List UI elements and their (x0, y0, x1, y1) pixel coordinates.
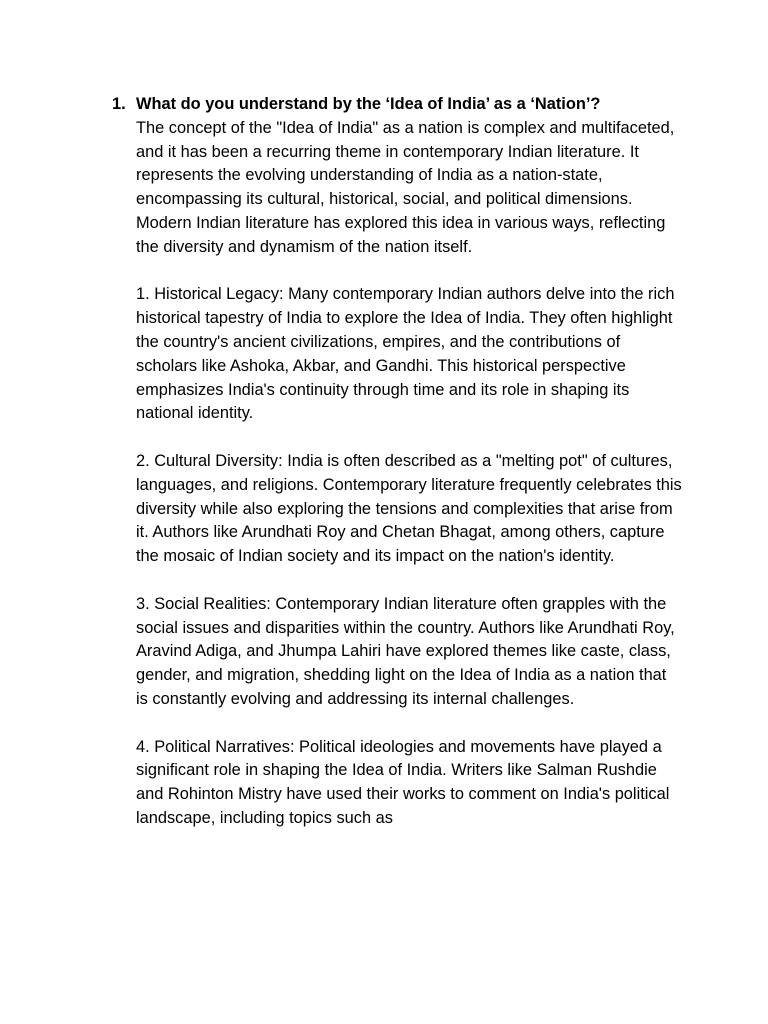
point-cultural-diversity: 2. Cultural Diversity: India is often described as a "melting pot" of cultures, languages, and religions. Contemporary literature frequently celebrates this diversity while also exploring the tensions and complexities that arise from it. Authors like Arundhati Roy and Chetan Bhagat, among others, capture the mosaic of Indian society and its impact on the nation's identity. (136, 451, 682, 566)
point-political-narratives: 4. Political Narratives: Political ideologies and movements have played a significant role in shaping the Idea of India. Writers like Salman Rushdie and Rohinton Mistry have used their works to comment on India's political landscape, including topics such as (136, 737, 670, 827)
paragraph-gap (136, 426, 682, 450)
question-number: 1. (112, 95, 126, 113)
paragraph-gap (136, 569, 682, 593)
question-heading (112, 93, 712, 117)
point-historical-legacy: 1. Historical Legacy: Many contemporary Indian authors delve into the rich historical tapestry of India to explore the Idea of India. They often highlight the country's ancient civilizations, empires, and the contributions of scholars like Ashoka, Akbar, and Gandhi. This historical perspective emphasizes India's continuity through time and its role in shaping its national identity. (136, 285, 675, 423)
answer-body (136, 117, 682, 831)
point-social-realities: 3. Social Realities: Contemporary Indian literature often grapples with the social issues and disparities within the country. Authors like Arundhati Roy, Aravind Adiga, and Jhumpa Lahiri have explored themes like caste, class, gender, and migration, shedding light on the Idea of India as a nation that is constantly evolving and addressing its internal challenges. (136, 594, 675, 708)
question-title: What do you understand by the ‘Idea of India’ as a ‘Nation’? (136, 95, 601, 113)
intro-paragraph: The concept of the "Idea of India" as a nation is complex and multifaceted, and it has been a recurring theme in contemporary Indian literature. It represents the evolving understanding of India as a nation-state, encompassing its cultural, historical, social, and political dimensions. Modern Indian literature has explored this idea in various ways, reflecting the diversity and dynamism of the nation itself. (136, 118, 675, 256)
paragraph-gap (136, 712, 682, 736)
paragraph-gap (136, 260, 682, 284)
question-1 (112, 93, 712, 831)
